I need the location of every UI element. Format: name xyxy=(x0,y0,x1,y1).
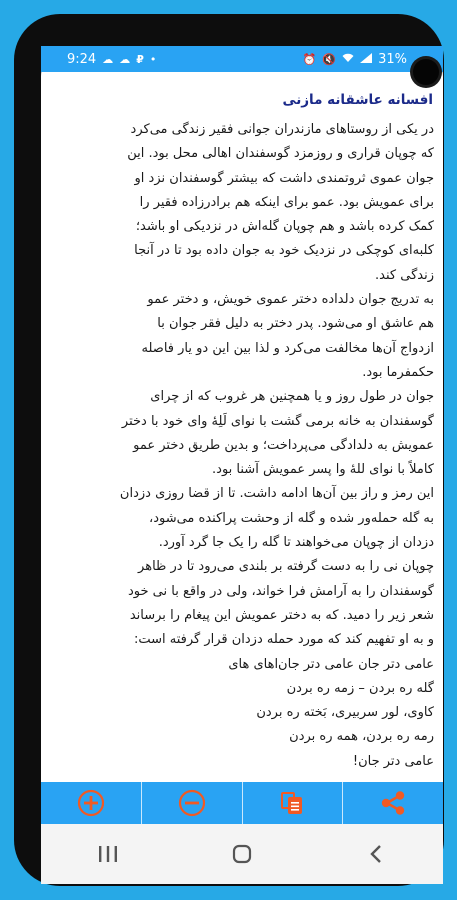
story-line: رمه ره بردن، همه ره بردن xyxy=(289,729,434,745)
home-button[interactable] xyxy=(212,834,272,874)
story-content[interactable] xyxy=(41,80,443,782)
story-line: به گله حمله‌ور شده و گله از وحشت پراکنده می‌شود، xyxy=(149,510,434,526)
story-line: در یکی از روستاهای مازندران جوانی فقیر زندگی می‌کرد xyxy=(130,122,434,137)
story-line: دزدان از چوپان می‌خواهند تا گله را یک جا گرد آورد. xyxy=(158,535,434,551)
story-text xyxy=(41,114,443,798)
story-line: و به او تفهیم کند که مورد حمله دزدان قرار گرفته است: xyxy=(133,632,434,648)
alarm-icon: ⏰ xyxy=(302,52,317,66)
story-line: ازدواج آن‌ها مخالفت می‌کرد و لذا بین این دو یار فاصله xyxy=(141,340,434,356)
story-line: کلبه‌ای کوچکی در نزدیک خود به جوان داده بود تا در آنجا xyxy=(134,243,434,259)
story-title: افسانه عاشقانه مازنی xyxy=(282,92,433,108)
story-line: چوپان نی را به دست گرفته بر بلندی می‌رود تا در ظاهر xyxy=(138,559,434,575)
story-line: هم عاشق او می‌شود. پدر دختر به دلیل فقر جوان با xyxy=(157,316,434,332)
share-icon xyxy=(378,788,408,818)
copy-button[interactable] xyxy=(243,782,344,824)
mute-icon: 🔇 xyxy=(322,52,337,66)
story-line: عمویش به دلدادگی می‌پرداخت؛ و بدین طریق دختر عمو xyxy=(133,437,434,453)
story-line: جوان عموی ثروتمندی داشت که بیشتر گوسفندان نزد او xyxy=(134,170,434,186)
status-left xyxy=(41,52,156,67)
story-line: حکمفرما بود. xyxy=(362,364,434,380)
wifi-icon xyxy=(342,53,354,65)
story-line: که چوپان قراری و روزمزد گوسفندان اهالی محل بود. این xyxy=(127,146,434,162)
story-line: به تدریج جوان دلداده دختر عموی خویش، و دختر عمو xyxy=(147,292,434,308)
story-line: کمک کرده باشد و هم چوپان گله‌اش در نزدیکی او باشد؛ xyxy=(135,219,434,235)
story-line: شعر زیر را دمید. که به دختر عمویش این پیغام را برساند xyxy=(129,607,434,623)
back-icon xyxy=(368,843,384,865)
phone-frame xyxy=(14,14,444,886)
bottom-toolbar xyxy=(41,782,443,824)
dot-icon: • xyxy=(149,52,157,66)
story-line: عامی دتر جان! xyxy=(352,753,434,769)
signal-icon xyxy=(360,53,372,65)
story-line: کاملاً با نوای للهٔ وا پسر عمویش آشنا بود. xyxy=(212,462,434,478)
recent-apps-icon xyxy=(97,844,119,864)
screen xyxy=(41,46,443,884)
zoom-out-icon xyxy=(177,788,207,818)
p-icon: ₽ xyxy=(136,52,144,66)
zoom-out-button[interactable] xyxy=(142,782,243,824)
cloud-icon: ☁ xyxy=(102,52,114,66)
recent-apps-button[interactable] xyxy=(78,834,138,874)
status-bar xyxy=(41,46,443,72)
story-line: عامی دتر جان عامی دتر جان‌اهای های xyxy=(228,656,434,672)
story-line: کاوی، لور سربیری، بَخته ره بردن xyxy=(256,705,434,721)
status-time: 9:24 xyxy=(67,51,97,67)
share-button[interactable] xyxy=(343,782,443,824)
cloud-icon: ☁ xyxy=(119,52,131,66)
zoom-in-icon xyxy=(76,788,106,818)
story-line: جوان در طول روز و یا همچنین هر غروب که از چرای xyxy=(150,389,434,405)
story-line: زندگی کند. xyxy=(375,267,434,283)
story-line: برای عمویش بود. عمو برای اینکه هم برادرزاده فقیر را xyxy=(139,194,434,210)
story-line: گوسفندان را به آرامش فرا خواند، ولی در واقع با نی خود xyxy=(128,583,434,599)
copy-icon xyxy=(277,788,307,818)
back-button[interactable] xyxy=(346,834,406,874)
story-line: گله ره بردن – زمه ره بردن xyxy=(286,680,434,696)
home-icon xyxy=(231,843,253,865)
battery-text: 31% xyxy=(378,51,407,67)
navigation-bar xyxy=(41,824,443,884)
story-line: گوسفندان به خانه برمی گشت با نوای لَلِهٔ وای خود با دختر xyxy=(121,413,434,429)
story-line: این رمز و راز بین آن‌ها ادامه داشت. تا از قضا روزی دزدان xyxy=(119,486,434,502)
zoom-in-button[interactable] xyxy=(41,782,142,824)
